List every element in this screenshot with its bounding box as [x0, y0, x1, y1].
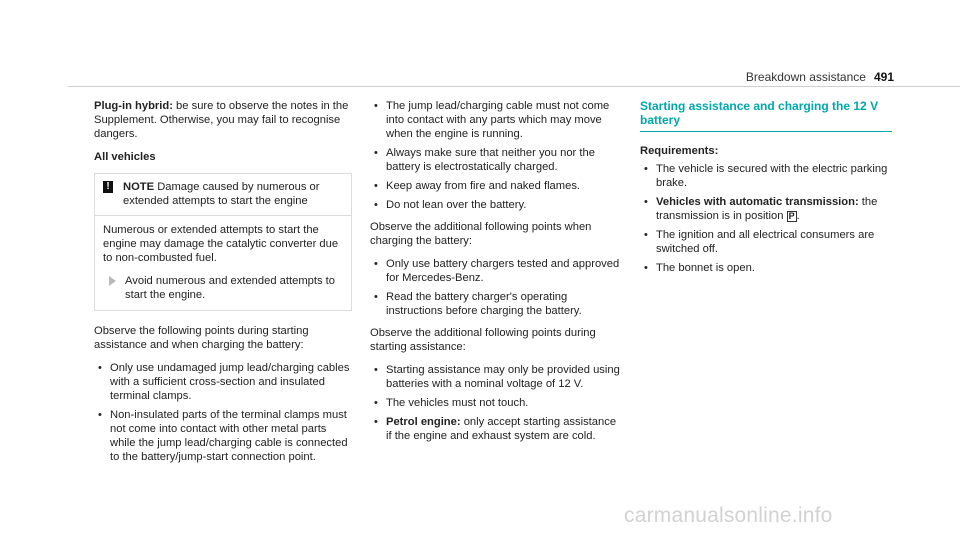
plugin-hybrid-paragraph [94, 99, 352, 141]
list-item: • Non-insulated parts of the terminal clamps must not come into contact with other metal parts while the jump lead/charging cable is connected to the battery/jump-start connection point. [94, 408, 352, 464]
requirements-heading: Requirements: [640, 145, 719, 157]
note-action-text: Avoid numerous and extended attempts to start the engine. [125, 275, 336, 301]
observe-charging-paragraph: Observe the additional following points when charging the battery: [370, 221, 592, 247]
list-item: • Read the battery charger's operating instructions before charging the battery. [370, 290, 623, 318]
transmission-text: the transmission is in position [656, 196, 878, 222]
plugin-hybrid-label: Plug-in hybrid: [94, 100, 173, 112]
section-heading: Starting assistance and charging the 12 V battery [640, 99, 892, 132]
plugin-hybrid-text: be sure to observe the notes in the Supplement. Otherwise, you may fail to recognise dangers. [94, 100, 349, 140]
petrol-text: only accept starting assistance if the engine and exhaust system are cold. [386, 416, 617, 442]
note-box [94, 173, 352, 311]
observe-starting-paragraph: Observe the additional following points during starting assistance: [370, 327, 596, 353]
list-item: • Do not lean over the battery. [370, 198, 623, 212]
list-item: • Only use battery chargers tested and approved for Mercedes-Benz. [370, 257, 623, 285]
page-number: 491 [873, 70, 894, 84]
col2-list-1 [370, 99, 623, 212]
note-body-text: Numerous or extended attempts to start the engine may damage the catalytic converter due to non-combusted fuel. [103, 224, 339, 264]
col1-list [94, 361, 352, 464]
note-body [95, 216, 351, 310]
note-action [103, 274, 341, 302]
list-item: • The vehicle is secured with the electric parking brake. [640, 162, 892, 190]
list-item: • Keep away from fire and naked flames. [370, 179, 623, 193]
park-position-icon: P [788, 211, 795, 221]
watermark: carmanualsonline.info [624, 504, 833, 527]
list-item-transmission: • Vehicles with automatic transmission: the transmission is in position P . [640, 195, 892, 223]
warning-icon: ! [103, 181, 113, 193]
section-title: Breakdown assistance [745, 70, 866, 84]
all-vehicles-heading: All vehicles [94, 151, 156, 163]
list-item: • Only use undamaged jump lead/charging cables with a sufficient cross-section and insulated terminal clamps. [94, 361, 352, 403]
col2-list-3 [370, 363, 623, 443]
list-item: • The bonnet is open. [640, 261, 892, 275]
list-item-petrol [370, 415, 623, 443]
col2-list-2 [370, 257, 623, 318]
transmission-label: Vehicles with automatic transmission: [656, 196, 859, 208]
note-title-text: Damage caused by numerous or extended attempts to start the engine [123, 181, 320, 207]
column-2 [370, 99, 623, 451]
column-1 [94, 99, 352, 472]
list-item: • Always make sure that neither you nor the battery is electrostatically charged. [370, 146, 623, 174]
list-item: • Starting assistance may only be provided using batteries with a nominal voltage of 12 V. [370, 363, 623, 391]
petrol-label: Petrol engine: [386, 416, 461, 428]
observe-paragraph: Observe the following points during starting assistance and when charging the battery: [94, 325, 309, 351]
list-item: • The vehicles must not touch. [370, 396, 623, 410]
list-item: • The jump lead/charging cable must not come into contact with any parts which may move when the engine is running. [370, 99, 623, 141]
arrow-right-icon [109, 276, 116, 286]
column-3 [640, 99, 892, 283]
note-header [95, 174, 351, 216]
list-item: • The ignition and all electrical consumers are switched off. [640, 228, 892, 256]
page-header [746, 70, 894, 84]
header-divider [68, 86, 960, 87]
note-title: NOTE [123, 181, 155, 193]
requirements-list [640, 162, 892, 275]
